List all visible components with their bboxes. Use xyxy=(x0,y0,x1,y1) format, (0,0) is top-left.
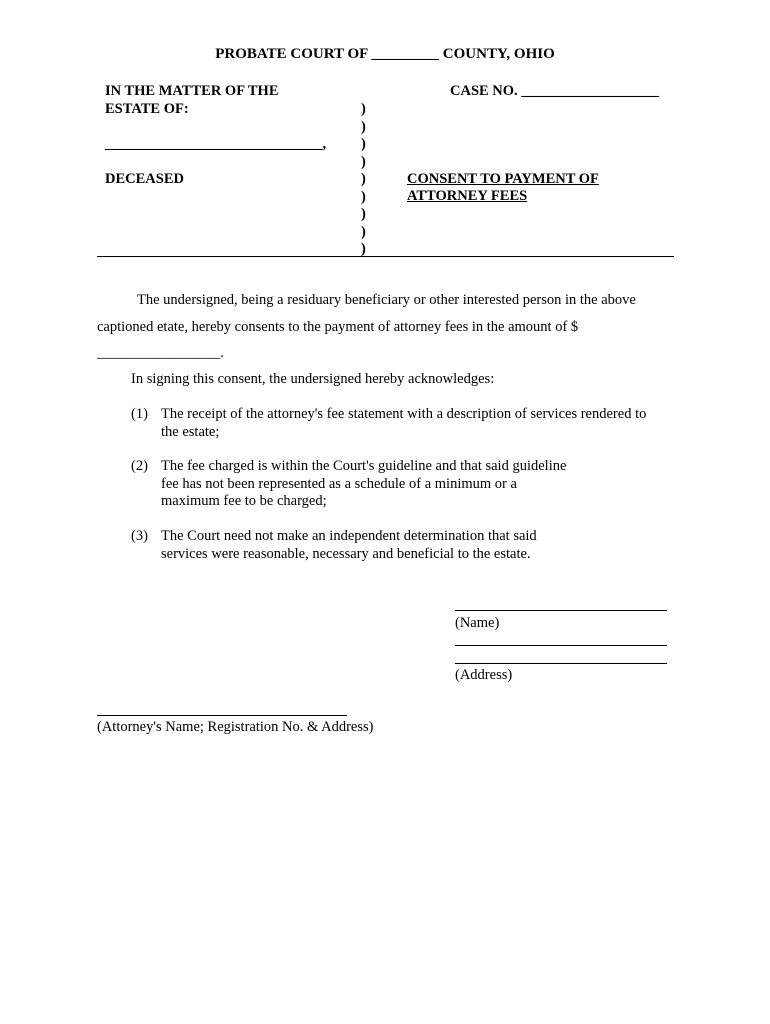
attorney-label: (Attorney's Name; Registration No. & Address) xyxy=(97,719,374,735)
name-label: (Name) xyxy=(455,615,500,631)
document-title-line1: CONSENT TO PAYMENT OF xyxy=(407,171,599,187)
name-signature-line xyxy=(455,610,667,611)
paren: ) xyxy=(361,101,366,117)
court-title: PROBATE COURT OF _________ COUNTY, OHIO xyxy=(215,46,555,62)
amount-blank: _________________. xyxy=(97,345,224,361)
address-label: (Address) xyxy=(455,667,513,683)
list-item-number: (3) xyxy=(131,528,148,544)
paren: ) xyxy=(361,241,366,257)
document-title-line2: ATTORNEY FEES xyxy=(407,188,528,204)
decedent-name-blank: ______________________________, xyxy=(105,136,327,152)
paren: ) xyxy=(361,171,366,187)
matter-label-line2: ESTATE OF: xyxy=(105,101,189,117)
paren: ) xyxy=(361,223,366,240)
attorney-signature-line xyxy=(97,715,347,716)
consent-paragraph-line2: captioned etate, hereby consents to the payment of attorney fees in the amount of $ xyxy=(97,319,579,335)
paren: ) xyxy=(361,206,366,222)
address-signature-line-2 xyxy=(455,663,667,664)
paren: ) xyxy=(361,118,366,135)
paren: ) xyxy=(361,136,366,152)
deceased-label: DECEASED xyxy=(105,171,184,187)
consent-paragraph-line1: The undersigned, being a residuary beneficiary or other interested person in the above xyxy=(137,292,636,308)
list-item-number: (2) xyxy=(131,458,148,474)
paren: ) xyxy=(361,188,366,205)
list-item-text: The receipt of the attorney's fee statement with a description of services rendered to the estate; xyxy=(161,406,647,440)
caption-divider xyxy=(97,256,674,257)
list-item-text: The fee charged is within the Court's guideline and that said guideline fee has not been represented as a schedule of a minimum or a maximum fee to be charged; xyxy=(161,458,567,509)
paren: ) xyxy=(361,153,366,170)
matter-label-line1: IN THE MATTER OF THE xyxy=(105,83,279,99)
acknowledgement-intro: In signing this consent, the undersigned hereby acknowledges: xyxy=(131,371,495,387)
list-item-number: (1) xyxy=(131,406,148,422)
address-signature-line-1 xyxy=(455,645,667,646)
caption-paren-column xyxy=(361,101,366,259)
case-number-field: CASE NO. ___________________ xyxy=(450,83,660,99)
list-item-text: The Court need not make an independent determination that said services were reasonable, necessary and beneficial to the estate. xyxy=(161,528,537,562)
